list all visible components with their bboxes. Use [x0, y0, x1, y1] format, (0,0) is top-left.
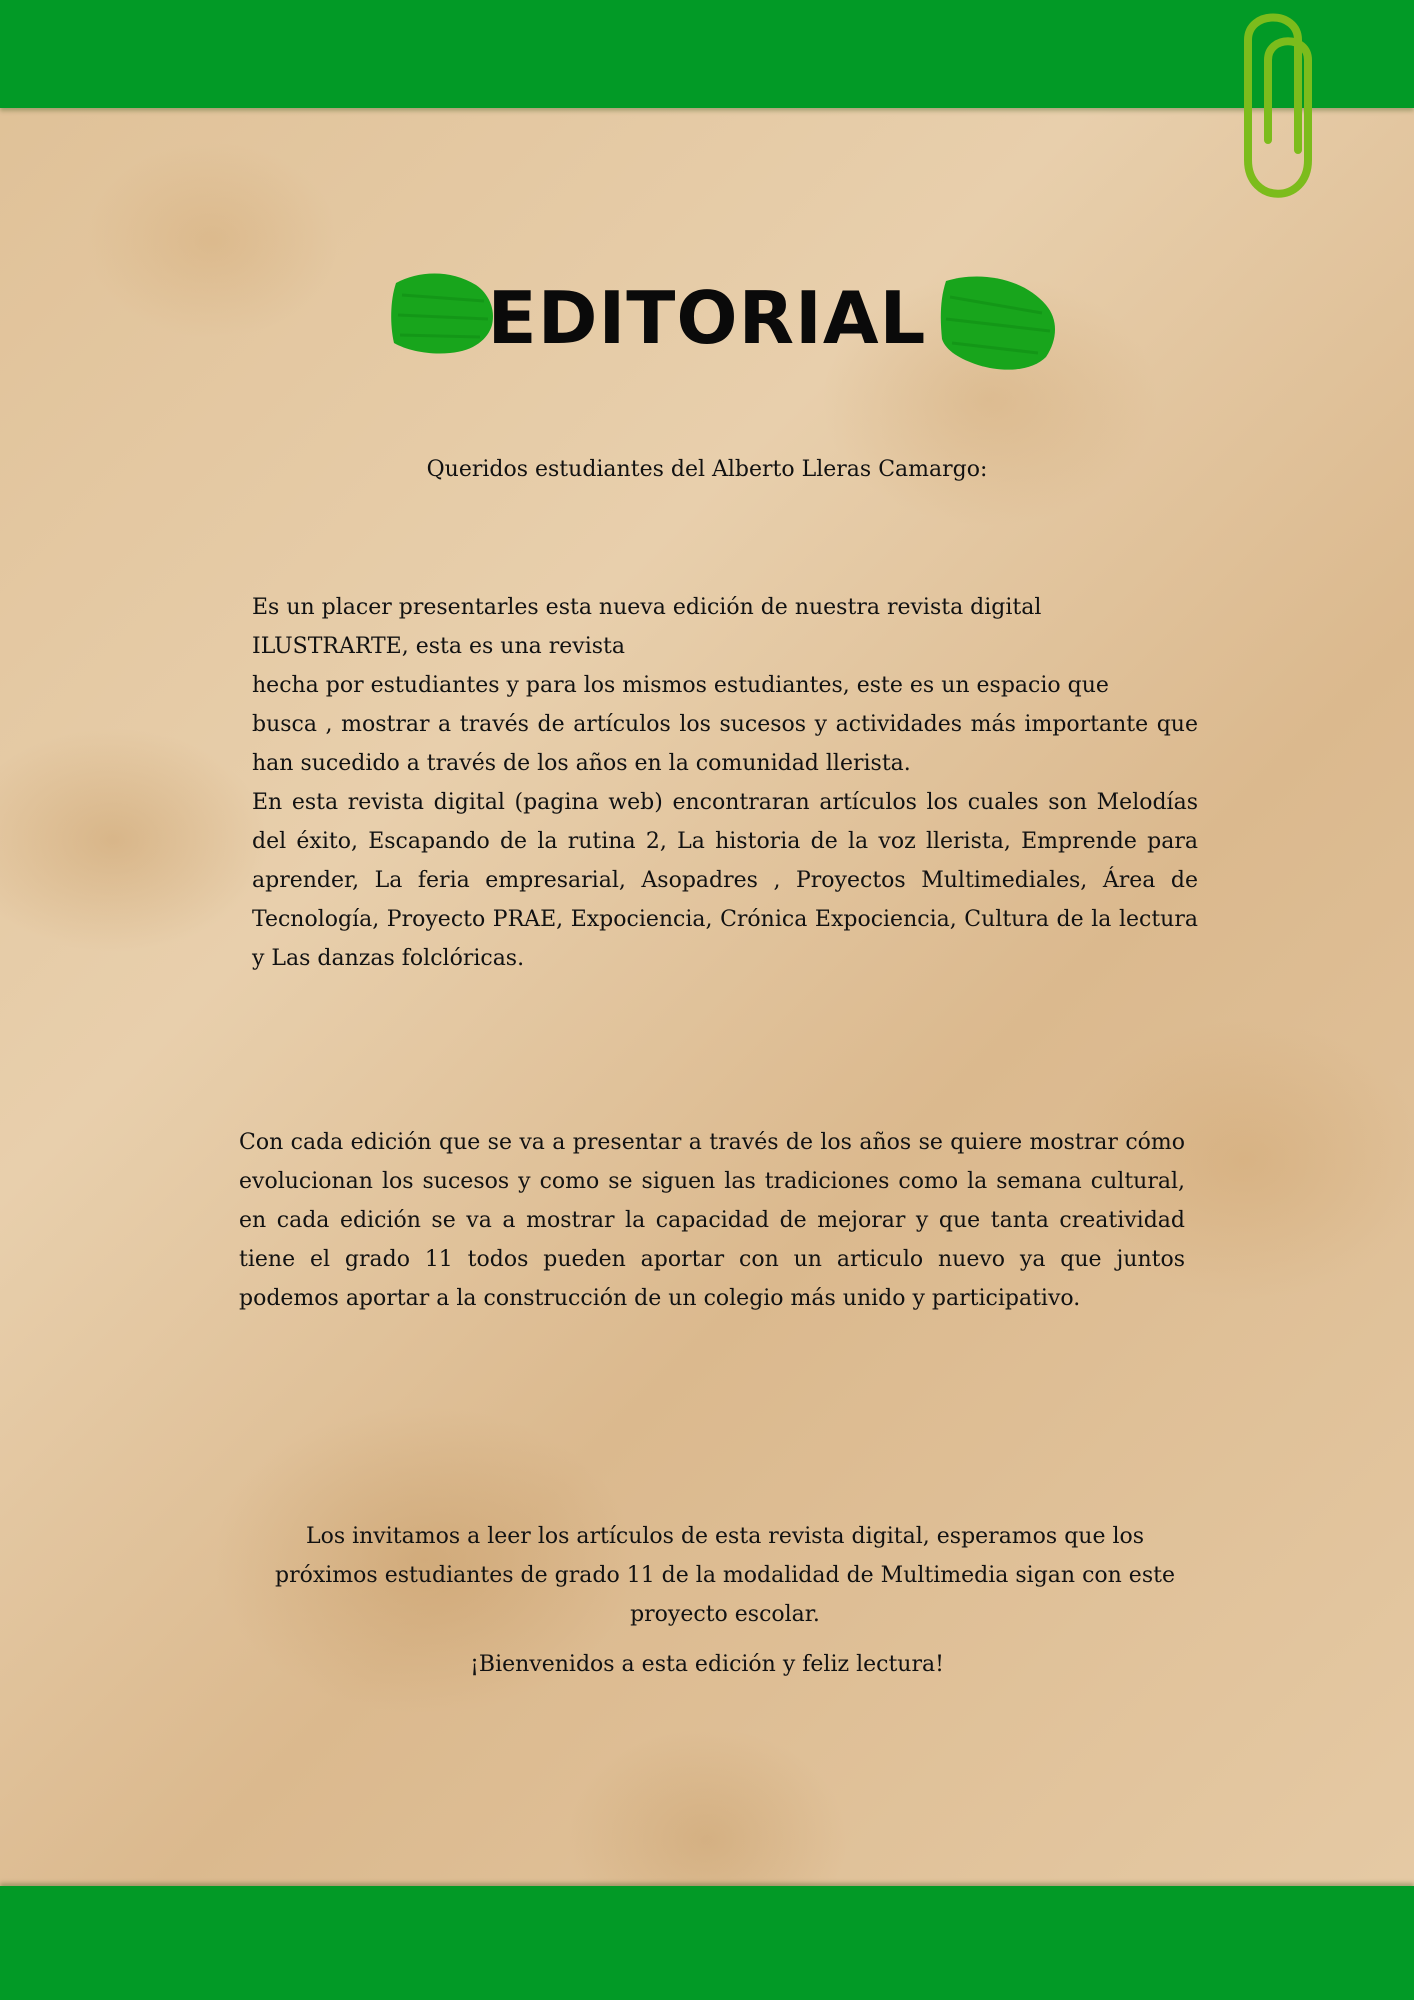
intro-line-1: Es un placer presentarles esta nueva edición de nuestra revista digital ILUSTRARTE, esta es una revista [252, 595, 1042, 659]
bottom-green-band [0, 1886, 1414, 2000]
green-brush-stroke-right [938, 269, 1060, 375]
welcome-line: ¡Bienvenidos a esta edición y feliz lectura! [470, 1652, 944, 1677]
editorial-header [0, 255, 1414, 385]
paperclip-icon [1228, 0, 1328, 205]
invitation-paragraph: Los invitamos a leer los artículos de esta revista digital, esperamos que los próximos estudiantes de grado 11 de la modalidad de Multimedia sigan con este proyecto escolar. [275, 1524, 1175, 1627]
intro-line-2: hecha por estudiantes y para los mismos estudiantes, este es un espacio que [252, 673, 1109, 698]
page-title: EDITORIAL [487, 276, 927, 360]
intro-paragraph [252, 588, 1198, 978]
greeting: Queridos estudiantes del Alberto Lleras Camargo: [426, 457, 988, 482]
intro-line-3: busca , mostrar a través de artículos los sucesos y actividades más importante que han sucedido a través de los años en la comunidad llerista. [252, 712, 1198, 776]
top-green-band [0, 0, 1414, 108]
editions-paragraph: Con cada edición que se va a presentar a través de los años se quiere mostrar cómo evolucionan los sucesos y como se siguen las tradiciones como la semana cultural, en cada edición se va a mostrar la capacidad de mejorar y que tanta creatividad tiene el grado 11 todos pueden aportar con un articulo nuevo ya que juntos podemos aportar a la construcción de un colegio más unido y participativo. [239, 1130, 1185, 1311]
articles-list-text: En esta revista digital (pagina web) encontraran artículos los cuales son Melodías del éxito, Escapando de la rutina 2, La historia de la voz llerista, Emprende para aprender, La feria empresarial, Asopadres , Proyectos Multimediales, Área de Tecnología, Proyecto PRAE, Expociencia, Crónica Expociencia, Cultura de la lectura y Las danzas folclóricas. [252, 790, 1198, 971]
